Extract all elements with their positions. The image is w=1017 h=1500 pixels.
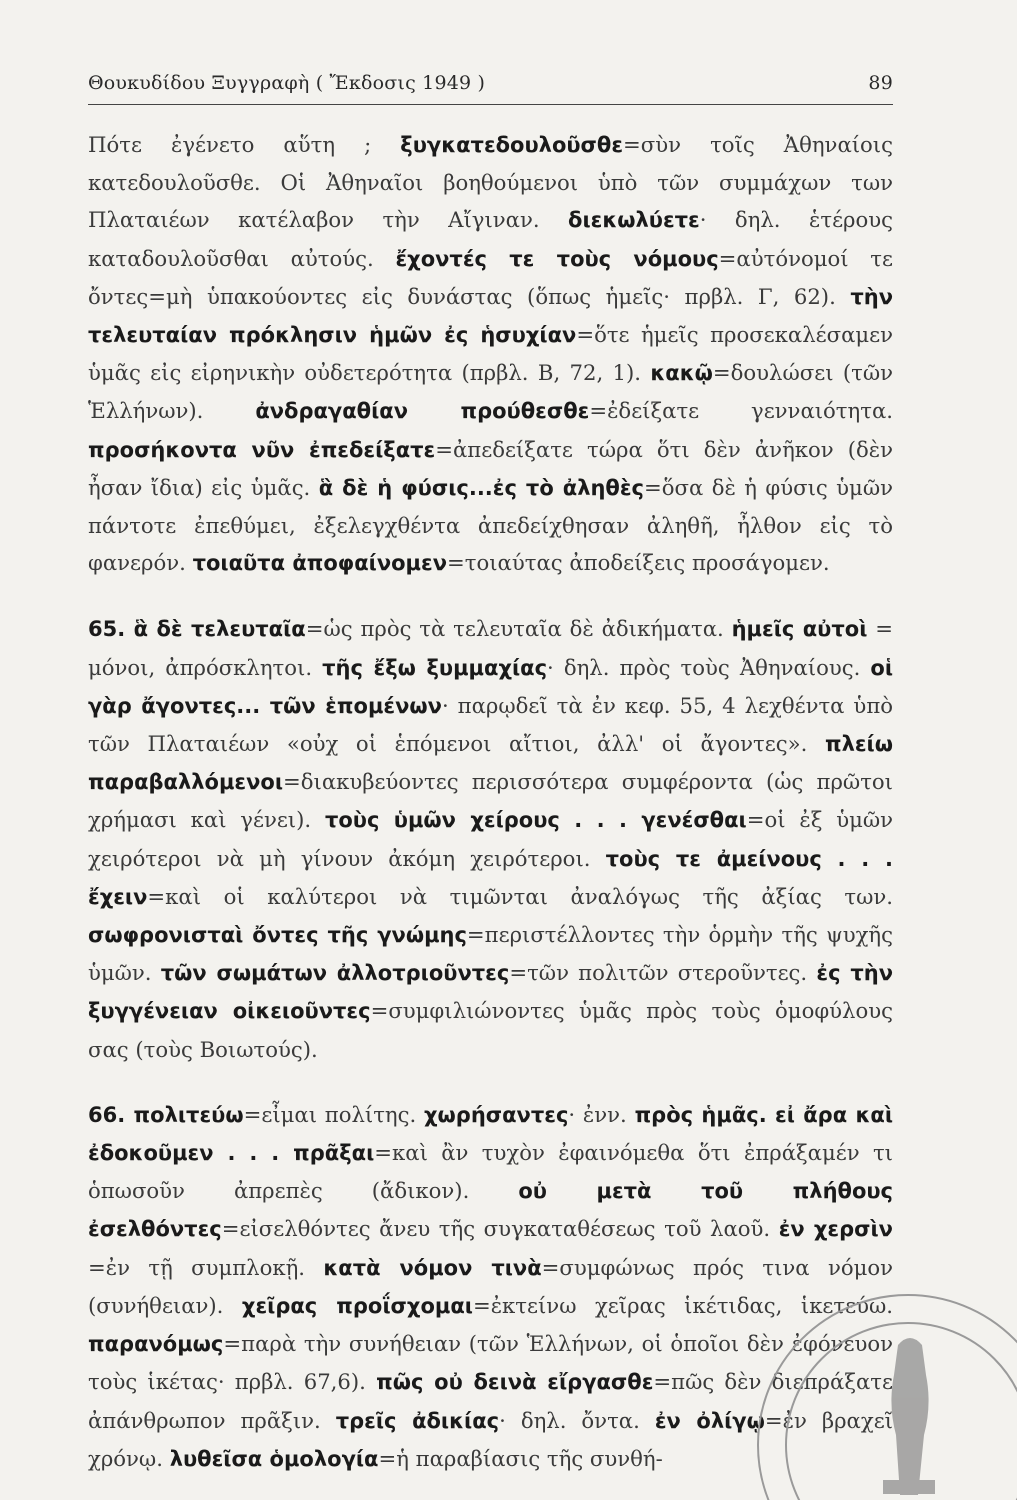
- lemma: κατὰ νόμον τινὰ: [323, 1255, 542, 1280]
- lemma: τὴν τελευταίαν πρόκλησιν ἡμῶν ἐς ἡσυχίαν: [88, 284, 893, 348]
- lemma: χωρήσαντες: [424, 1102, 569, 1127]
- page-number: 89: [868, 72, 893, 94]
- gloss: · ἐνν.: [568, 1101, 635, 1127]
- gloss: =σὺν τοῖς Ἀθηναίοις κατεδουλοῦσθε. Οἱ Ἀθηναῖοι βοηθούμενοι ὑπὸ τῶν συμμάχων των Πλαταιέων κατέλαβον τὴν Αἴγιναν.: [88, 132, 893, 233]
- gloss: =πῶς δὲν διεπράξατε ἀπάνθρωπον πρᾶξιν.: [88, 1369, 893, 1433]
- lemma: προσήκοντα νῦν ἐπεδείξατε: [88, 437, 436, 462]
- lemma: ἐν ὀλίγῳ: [654, 1408, 765, 1433]
- gloss: Πότε ἐγένετο αὕτη ;: [88, 132, 401, 157]
- gloss: =ἐδείξατε γενναιότητα.: [589, 398, 893, 424]
- gloss: =συμφιλιώνοντες ὑμᾶς πρὸς τοὺς ὁμοφύλους σας (τοὺς Βοιωτούς).: [88, 998, 893, 1062]
- lemma: ἀνδραγαθίαν προύθεσθε: [255, 399, 590, 424]
- lemma: ἡμεῖς αὐτοὶ: [731, 617, 868, 642]
- lemma: πλείω παραβαλλόμενοι: [88, 732, 893, 795]
- lemma: τῶν σωμάτων ἀλλοτριοῦντες: [160, 961, 510, 986]
- gloss: =παρὰ τὴν συνήθειαν (τῶν Ἑλλήνων, οἱ ὁποῖοι δὲν ἐφόνευον τοὺς ἱκέτας· πρβλ. 67,6).: [88, 1331, 893, 1395]
- lemma: διεκωλύετε: [568, 208, 700, 233]
- lemma: χεῖρας προΐσχομαι: [241, 1293, 473, 1318]
- gloss: = μόνοι, ἀπρόσκλητοι.: [88, 616, 893, 680]
- gloss: · παρῳδεῖ τὰ ἐν κεφ. 55, 4 λεχθέντα ὑπὸ τῶν Πλαταιέων «οὐχ οἱ ἑπόμενοι αἴτιοι, ἀλλ' οἱ ἄγοντες».: [88, 692, 893, 757]
- lemma: λυθεῖσα ὁμολογία: [169, 1446, 379, 1471]
- lemma: ἐν χερσὶν: [778, 1217, 893, 1242]
- lemma: πρὸς ἡμᾶς. εἰ ἄρα καὶ ἐδοκοῦμεν . . . πρᾶξαι: [88, 1102, 894, 1166]
- gloss: =τοιαύτας ἀποδείξεις προσάγομεν.: [447, 550, 830, 576]
- lemma: παρανόμως: [88, 1332, 224, 1357]
- lemma: ξυγκατεδουλοῦσθε: [400, 133, 624, 157]
- gloss: =ἐν βραχεῖ χρόνῳ.: [88, 1407, 893, 1471]
- lemma: τῆς ἔξω ξυμμαχίας: [322, 655, 548, 680]
- lemma: πῶς οὐ δεινὰ εἴργασθε: [376, 1370, 654, 1395]
- gloss: · δηλ. ἑτέρους καταδουλοῦσθαι αὐτούς.: [88, 207, 894, 271]
- gloss: =ἐκτείνω χεῖρας ἱκέτιδας, ἱκετεύω.: [472, 1292, 893, 1318]
- running-title: Θουκυδίδου Ξυγγραφὴ ( Ἔκδοσις 1949 ): [88, 72, 486, 94]
- lemma: ἃ δὲ ἡ φύσις...ἐς τὸ ἀληθὲς: [318, 475, 644, 500]
- lemma: τρεῖς ἀδικίας: [335, 1408, 500, 1433]
- gloss: =ἐν τῇ συμπλοκῇ.: [88, 1254, 324, 1280]
- gloss: =διακυβεύοντες περισσότερα συμφέροντα (ὡς πρῶτοι χρήμασι καὶ γένει).: [88, 769, 893, 833]
- gloss: =ὡς πρὸς τὰ τελευταῖα δὲ ἀδικήματα.: [305, 616, 732, 642]
- gloss: =οἱ ἐξ ὑμῶν χειρότεροι νὰ μὴ γίνουν ἀκόμη χειρότεροι.: [88, 807, 893, 871]
- gloss: =αὐτόνομοί τε ὄντες=μὴ ὑπακούοντες εἰς δυνάστας (ὅπως ἡμεῖς· πρβλ. Γ, 62).: [88, 245, 893, 309]
- lemma: οἱ γὰρ ἄγοντες... τῶν ἑπομένων: [88, 655, 894, 718]
- lemma: ἔχοντές τε τοὺς νόμους: [395, 246, 719, 271]
- lemma: σωφρονισταὶ ὄντες τῆς γνώμης: [88, 923, 467, 948]
- running-header: [88, 72, 893, 94]
- gloss: =ὅτε ἡμεῖς προσεκαλέσαμεν ὑμᾶς εἰς εἰρηνικὴν οὐδετερότητα (πρβλ. Β, 72, 1).: [88, 322, 894, 386]
- gloss: =τῶν πολιτῶν στεροῦντες.: [509, 960, 817, 986]
- gloss: =ἀπεδείξατε τώρα ὅτι δὲν ἀνῆκον (δὲν ἦσαν ἴδια) εἰς ὑμᾶς.: [88, 436, 894, 500]
- gloss: =περιστέλλοντες τὴν ὁρμὴν τῆς ψυχῆς ὑμῶν.: [88, 922, 893, 986]
- gloss: =δουλώσει (τῶν Ἑλλήνων).: [88, 360, 893, 424]
- lemma: οὐ μετὰ τοῦ πλήθους ἐσελθόντες: [88, 1179, 893, 1242]
- library-stamp-icon: [748, 1275, 1017, 1500]
- gloss: · δηλ. πρὸς τοὺς Ἀθηναίους.: [547, 654, 871, 680]
- lemma: 66. πολιτεύω: [88, 1102, 244, 1127]
- gloss: =ἡ παραβίασις τῆς συνθή-: [378, 1445, 663, 1471]
- paragraph-64-notes: [88, 126, 893, 582]
- lemma: ἐς τὴν ξυγγένειαν οἰκειοῦντες: [88, 961, 893, 1024]
- lemma: τοὺς ὑμῶν χείρους . . . γενέσθαι: [324, 808, 747, 833]
- lemma: κακῷ: [650, 361, 713, 386]
- gloss: · δηλ. ὄντα.: [499, 1407, 655, 1433]
- lemma: 65. ἃ δὲ τελευταῖα: [88, 617, 306, 642]
- gloss: =ὅσα δὲ ἡ φύσις ὑμῶν πάντοτε ἐπεθύμει, ἐξελεγχθέντα ἀπεδείχθησαν ἀληθῆ, ἦλθον εἰς τὸ φανερόν.: [88, 474, 893, 576]
- gloss: =συμφώνως πρός τινα νόμον (συνήθειαν).: [88, 1254, 894, 1318]
- gloss: =εἶμαι πολίτης.: [243, 1101, 424, 1127]
- lemma: τοιαῦτα ἀποφαίνομεν: [192, 551, 448, 576]
- lemma: τοὺς τε ἀμείνους . . . ἔχειν: [88, 846, 893, 909]
- header-rule: [88, 104, 893, 105]
- gloss: =καὶ ἂν τυχὸν ἐφαινόμεθα ὅτι ἐπράξαμέν τι ὁπωσοῦν ἀπρεπὲς (ἄδικον).: [88, 1140, 893, 1204]
- gloss: =εἰσελθόντες ἄνευ τῆς συγκαταθέσεως τοῦ λαοῦ.: [221, 1216, 779, 1242]
- gloss: =καὶ οἱ καλύτεροι νὰ τιμῶνται ἀναλόγως τῆς ἀξίας των.: [147, 883, 893, 909]
- paragraph-65: [88, 610, 893, 1067]
